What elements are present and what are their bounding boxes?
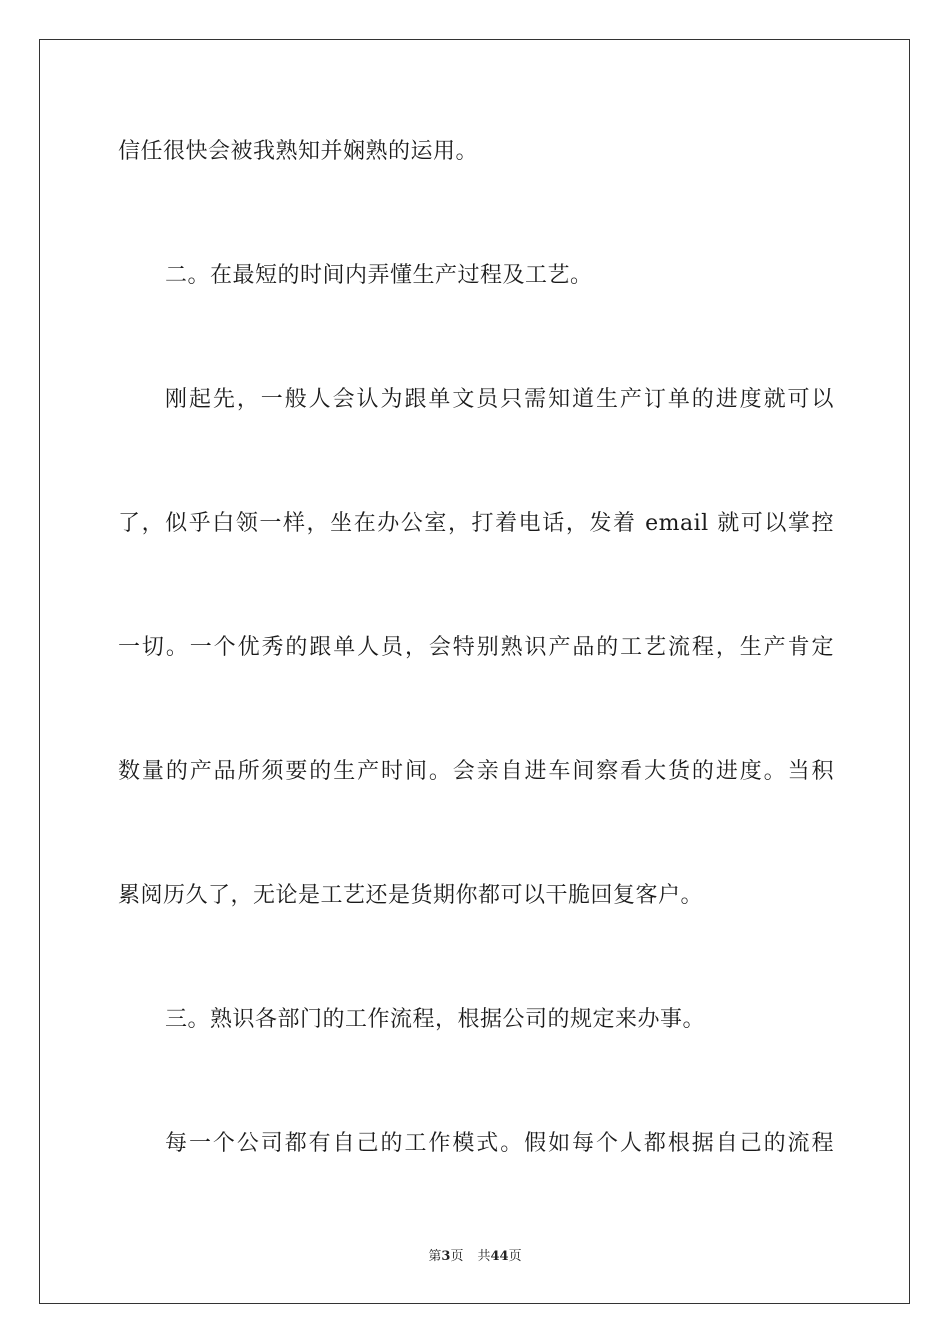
- heading-section-2: 二。在最短的时间内弄懂生产过程及工艺。: [165, 263, 593, 288]
- heading-section-3: 三。熟识各部门的工作流程，根据公司的规定来办事。: [165, 1007, 706, 1032]
- paragraph-line-9: 每一个公司都有自己的工作模式。假如每个人都根据自己的流程: [165, 1131, 834, 1156]
- footer-page-suffix: 页: [450, 1249, 464, 1264]
- paragraph-line-1: 信任很快会被我熟知并娴熟的运用。: [118, 139, 479, 164]
- footer-total-prefix: 共: [477, 1249, 491, 1264]
- paragraph-line-3: 刚起先，一般人会认为跟单文员只需知道生产订单的进度就可以: [165, 387, 834, 412]
- footer-page-prefix: 第: [428, 1249, 442, 1264]
- paragraph-line-7: 累阅历久了，无论是工艺还是货期你都可以干脆回复客户。: [118, 883, 704, 908]
- page-border: [39, 39, 910, 1304]
- footer-total-pages: 44: [490, 1249, 509, 1264]
- footer-total-suffix: 页: [508, 1249, 522, 1264]
- paragraph-line-6: 数量的产品所须要的生产时间。会亲自进车间察看大货的进度。当积: [118, 759, 834, 784]
- page-footer: [0, 1248, 950, 1266]
- paragraph-line-4: 了，似乎白领一样，坐在办公室，打着电话，发着 email 就可以掌控: [118, 511, 834, 536]
- paragraph-line-5: 一切。一个优秀的跟单人员，会特别熟识产品的工艺流程，生产肯定: [118, 635, 834, 660]
- footer-page-number: 3: [441, 1249, 451, 1264]
